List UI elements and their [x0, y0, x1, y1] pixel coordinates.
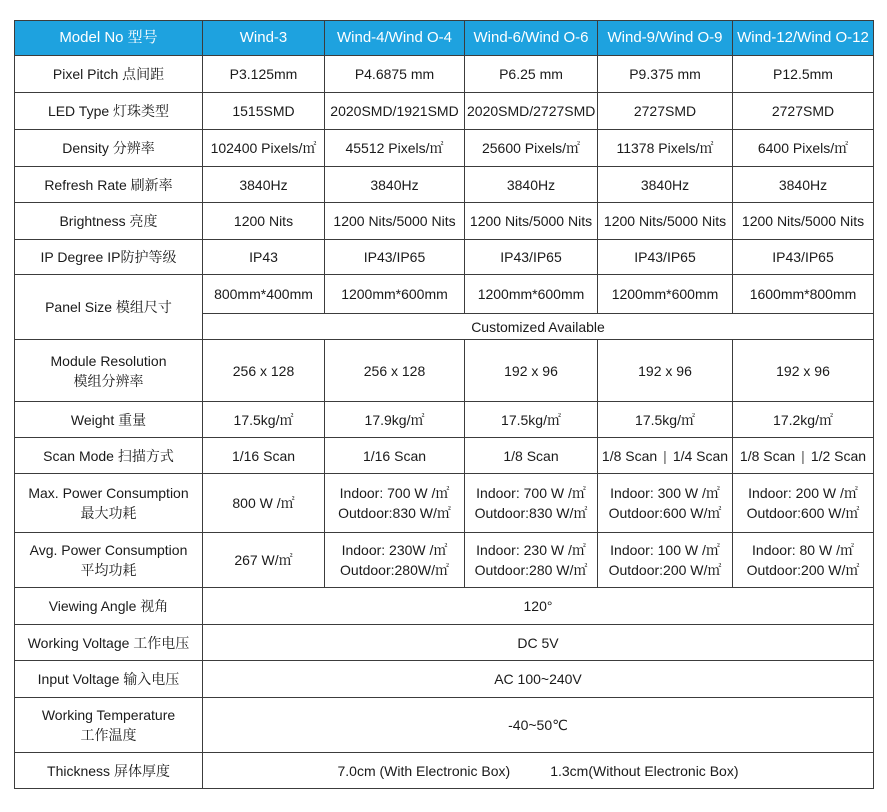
row-label: Thickness 屏体厚度: [15, 753, 203, 789]
row-working-temperature: [15, 698, 874, 753]
row-weight: [15, 402, 874, 438]
customized-note: Customized Available: [203, 314, 874, 340]
cell-value: IP43/IP65: [598, 240, 733, 275]
header-model: Wind-12/Wind O-12: [733, 21, 874, 56]
cell-value: 3840Hz: [203, 167, 325, 203]
row-module-resolution: [15, 340, 874, 402]
row-label: Scan Mode 扫描方式: [15, 438, 203, 474]
cell-value: 1200mm*600mm: [325, 275, 465, 314]
cell-value: P6.25 mm: [465, 56, 598, 93]
cell-value: [598, 533, 733, 588]
cell-value: [733, 438, 874, 474]
cell-value: 120°: [203, 588, 874, 625]
cell-value: [465, 533, 598, 588]
cell-value: [465, 474, 598, 533]
cell-value: P9.375 mm: [598, 56, 733, 93]
indoor-value: Indoor: 200 W /㎡: [748, 485, 858, 501]
row-thickness: [15, 753, 874, 789]
cell-value: IP43: [203, 240, 325, 275]
indoor-value: Indoor: 100 W /㎡: [610, 542, 720, 558]
cell-value: P4.6875 mm: [325, 56, 465, 93]
cell-value: IP43/IP65: [465, 240, 598, 275]
row-label: [15, 698, 203, 753]
row-label: IP Degree IP防护等级: [15, 240, 203, 275]
cell-value: 45512 Pixels/㎡: [325, 130, 465, 167]
cell-value: P3.125mm: [203, 56, 325, 93]
header-model: Wind-4/Wind O-4: [325, 21, 465, 56]
header-model: Wind-9/Wind O-9: [598, 21, 733, 56]
cell-value: 1200mm*600mm: [598, 275, 733, 314]
cell-value: 25600 Pixels/㎡: [465, 130, 598, 167]
cell-value: 800mm*400mm: [203, 275, 325, 314]
cell-value: 1200 Nits: [203, 203, 325, 240]
row-density: [15, 130, 874, 167]
thickness-without-box: 1.3cm(Without Electronic Box): [550, 762, 739, 779]
scan-value-alt: 1/2 Scan: [810, 447, 867, 464]
row-pixel-pitch: [15, 56, 874, 93]
scan-separator: |: [663, 447, 667, 464]
row-label-line2: 最大功耗: [80, 505, 137, 521]
cell-value: IP43/IP65: [325, 240, 465, 275]
row-label-line1: Module Resolution: [50, 352, 167, 369]
cell-value: 2727SMD: [598, 93, 733, 130]
cell-value: 11378 Pixels/㎡: [598, 130, 733, 167]
header-model: Wind-3: [203, 21, 325, 56]
row-label: Viewing Angle 视角: [15, 588, 203, 625]
row-input-voltage: [15, 661, 874, 698]
row-label: [15, 340, 203, 402]
row-label: Panel Size 模组尺寸: [15, 275, 203, 340]
cell-value: 192 x 96: [598, 340, 733, 402]
row-label-line1: Max. Power Consumption: [28, 485, 189, 501]
header-row: [15, 21, 874, 56]
row-label: Density 分辨率: [15, 130, 203, 167]
cell-value: IP43/IP65: [733, 240, 874, 275]
cell-value: -40~50℃: [203, 698, 874, 753]
row-label-line2: 平均功耗: [80, 562, 137, 578]
cell-value: [733, 533, 874, 588]
scan-value: 1/8 Scan: [739, 447, 796, 464]
cell-value: 2727SMD: [733, 93, 874, 130]
row-max-power: [15, 474, 874, 533]
outdoor-value: Outdoor:830 W/㎡: [474, 505, 588, 521]
indoor-value: Indoor: 300 W /㎡: [610, 485, 720, 501]
outdoor-value: Outdoor:830 W/㎡: [338, 505, 451, 521]
row-label: [15, 474, 203, 533]
row-scan-mode: [15, 438, 874, 474]
outdoor-value: Outdoor:600 W/㎡: [746, 505, 860, 521]
outdoor-value: Outdoor:280 W/㎡: [474, 562, 588, 578]
cell-value: 800 W /㎡: [203, 474, 325, 533]
outdoor-value: Outdoor:200 W/㎡: [746, 562, 860, 578]
indoor-value: Indoor: 230 W /㎡: [476, 542, 586, 558]
row-led-type: [15, 93, 874, 130]
cell-value: 2020SMD/1921SMD: [325, 93, 465, 130]
cell-value: 1600mm*800mm: [733, 275, 874, 314]
row-label: Working Voltage 工作电压: [15, 625, 203, 661]
scan-value: 1/8 Scan: [601, 447, 658, 464]
cell-value: 1/16 Scan: [325, 438, 465, 474]
cell-value: [733, 474, 874, 533]
cell-value: DC 5V: [203, 625, 874, 661]
cell-value: 192 x 96: [465, 340, 598, 402]
row-label: LED Type 灯珠类型: [15, 93, 203, 130]
cell-value: 1200mm*600mm: [465, 275, 598, 314]
cell-value: [598, 474, 733, 533]
row-label: [15, 533, 203, 588]
row-label: Pixel Pitch 点间距: [15, 56, 203, 93]
outdoor-value: Outdoor:600 W/㎡: [608, 505, 722, 521]
header-model: Wind-6/Wind O-6: [465, 21, 598, 56]
scan-value-alt: 1/4 Scan: [672, 447, 729, 464]
row-label-line2: 工作温度: [80, 727, 137, 743]
cell-value: 1/16 Scan: [203, 438, 325, 474]
outdoor-value: Outdoor:200 W/㎡: [608, 562, 722, 578]
cell-value: 3840Hz: [598, 167, 733, 203]
cell-value: 1515SMD: [203, 93, 325, 130]
cell-value: 17.5kg/㎡: [598, 402, 733, 438]
cell-value: 1200 Nits/5000 Nits: [465, 203, 598, 240]
cell-value: 17.9kg/㎡: [325, 402, 465, 438]
cell-value: 1200 Nits/5000 Nits: [325, 203, 465, 240]
cell-value: 17.2kg/㎡: [733, 402, 874, 438]
cell-value: 256 x 128: [325, 340, 465, 402]
row-label: Input Voltage 输入电压: [15, 661, 203, 698]
indoor-value: Indoor: 80 W /㎡: [752, 542, 854, 558]
cell-value: P12.5mm: [733, 56, 874, 93]
cell-value: AC 100~240V: [203, 661, 874, 698]
row-label-line1: Avg. Power Consumption: [29, 542, 188, 558]
cell-value: 2020SMD/2727SMD: [465, 93, 598, 130]
cell-value: 17.5kg/㎡: [203, 402, 325, 438]
cell-value: [598, 438, 733, 474]
cell-value: 3840Hz: [733, 167, 874, 203]
cell-value: [325, 474, 465, 533]
row-label-line1: Working Temperature: [41, 707, 176, 723]
indoor-value: Indoor: 230W /㎡: [341, 542, 448, 558]
outdoor-value: Outdoor:280W/㎡: [340, 562, 449, 578]
cell-value: 3840Hz: [325, 167, 465, 203]
header-model-no: Model No 型号: [15, 21, 203, 56]
cell-value: [325, 533, 465, 588]
scan-separator: |: [801, 447, 805, 464]
row-viewing-angle: [15, 588, 874, 625]
row-brightness: [15, 203, 874, 240]
row-label: Weight 重量: [15, 402, 203, 438]
indoor-value: Indoor: 700 W /㎡: [476, 485, 586, 501]
cell-value: [203, 753, 874, 789]
cell-value: 3840Hz: [465, 167, 598, 203]
cell-value: 1200 Nits/5000 Nits: [598, 203, 733, 240]
row-refresh-rate: [15, 167, 874, 203]
cell-value: 1200 Nits/5000 Nits: [733, 203, 874, 240]
thickness-with-box: 7.0cm (With Electronic Box): [337, 762, 511, 779]
cell-value: 102400 Pixels/㎡: [203, 130, 325, 167]
cell-value: 17.5kg/㎡: [465, 402, 598, 438]
cell-value: 192 x 96: [733, 340, 874, 402]
row-panel-size: [15, 275, 874, 314]
row-label: Refresh Rate 刷新率: [15, 167, 203, 203]
row-label: Brightness 亮度: [15, 203, 203, 240]
cell-value: 6400 Pixels/㎡: [733, 130, 874, 167]
cell-value: 1/8 Scan: [465, 438, 598, 474]
row-ip-degree: [15, 240, 874, 275]
row-working-voltage: [15, 625, 874, 661]
row-avg-power: [15, 533, 874, 588]
spec-table: [14, 20, 874, 789]
cell-value: 267 W/㎡: [203, 533, 325, 588]
cell-value: 256 x 128: [203, 340, 325, 402]
indoor-value: Indoor: 700 W /㎡: [339, 485, 450, 501]
row-label-line2: 模组分辨率: [73, 372, 144, 389]
